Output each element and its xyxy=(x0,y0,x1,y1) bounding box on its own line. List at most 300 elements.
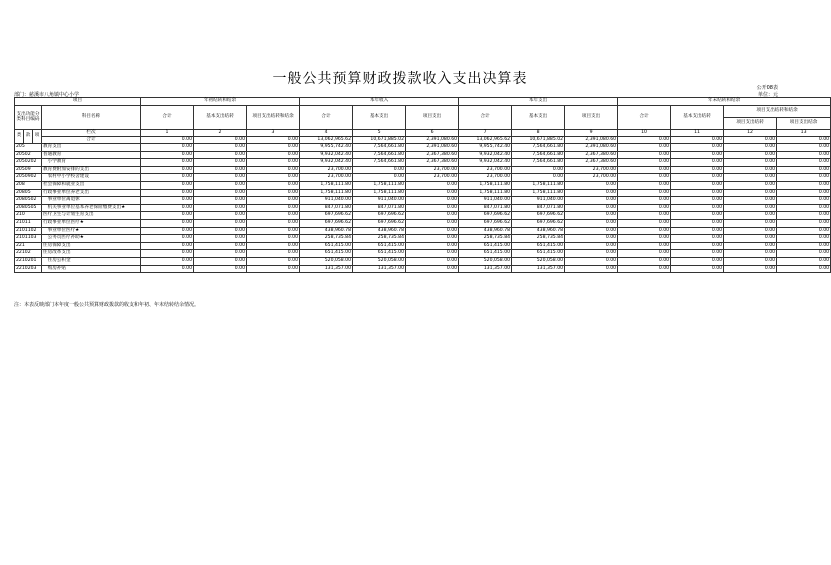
row-subject-name: 住房改革支出 xyxy=(42,250,141,258)
row-subject-name: 教育支出 xyxy=(42,144,141,152)
table-row xyxy=(15,159,831,167)
row-amount: 0.00 xyxy=(247,144,300,152)
row-amount: 438,960.78 xyxy=(300,227,353,235)
row-code: 208 xyxy=(15,181,42,189)
table-row xyxy=(15,181,831,189)
row-amount: 7,564,661.80 xyxy=(512,144,565,152)
row-subject-name: 事业单位离退休 xyxy=(42,197,141,205)
row-amount: 520,058.00 xyxy=(512,257,565,265)
row-amount: 0.00 xyxy=(565,212,618,220)
row-amount: 0.00 xyxy=(406,181,459,189)
row-code: 2050902 xyxy=(15,174,42,182)
row-amount: 0.00 xyxy=(618,257,671,265)
table-row xyxy=(15,242,831,250)
row-amount: 23,700.00 xyxy=(459,166,512,174)
row-amount: 0.00 xyxy=(724,265,777,273)
row-amount: 0.00 xyxy=(724,257,777,265)
row-amount: 0.00 xyxy=(194,166,247,174)
header-expense-total: 合计 xyxy=(459,106,512,130)
row-amount: 9,932,042.40 xyxy=(300,159,353,167)
row-amount: 0.00 xyxy=(353,166,406,174)
row-code: 20509 xyxy=(15,166,42,174)
row-amount: 0.00 xyxy=(565,235,618,243)
row-subject-name: 机关事业单位基本养老保险缴费支出★ xyxy=(42,204,141,212)
row-amount: 651,415.00 xyxy=(353,250,406,258)
total-cell: 0.00 xyxy=(671,137,724,144)
header-subject-name: 科目名称 xyxy=(42,106,141,130)
row-amount: 0.00 xyxy=(406,250,459,258)
row-code: 2210201 xyxy=(15,257,42,265)
col-num: 13 xyxy=(777,130,831,137)
row-amount: 0.00 xyxy=(247,219,300,227)
row-amount: 23,700.00 xyxy=(565,174,618,182)
row-amount: 0.00 xyxy=(194,242,247,250)
row-code: 2101103 xyxy=(15,235,42,243)
form-number: 公开08表 xyxy=(756,85,778,91)
row-amount: 0.00 xyxy=(671,159,724,167)
header-begin-basic: 基本支出结转 xyxy=(194,106,247,130)
row-amount: 697,696.62 xyxy=(512,219,565,227)
row-amount: 0.00 xyxy=(777,250,831,258)
row-amount: 847,071.80 xyxy=(459,204,512,212)
row-amount: 0.00 xyxy=(247,242,300,250)
row-amount: 911,040.00 xyxy=(300,197,353,205)
row-subject-name: 购房补贴 xyxy=(42,265,141,273)
row-amount: 0.00 xyxy=(512,166,565,174)
row-amount: 0.00 xyxy=(671,144,724,152)
total-cell: 0.00 xyxy=(724,137,777,144)
header-expense-project: 项目支出 xyxy=(565,106,618,130)
row-amount: 651,415.00 xyxy=(353,242,406,250)
row-amount: 1,758,111.80 xyxy=(512,189,565,197)
row-amount: 0.00 xyxy=(194,204,247,212)
row-amount: 7,564,661.80 xyxy=(512,159,565,167)
row-amount: 0.00 xyxy=(406,204,459,212)
row-amount: 0.00 xyxy=(141,227,194,235)
row-amount: 0.00 xyxy=(777,227,831,235)
row-amount: 2,367,380.60 xyxy=(406,151,459,159)
total-cell: 13,062,965.62 xyxy=(459,137,512,144)
row-code: 20502 xyxy=(15,151,42,159)
row-amount: 0.00 xyxy=(406,219,459,227)
header-end-project: 项目支出结转和结余 xyxy=(724,106,831,118)
total-cell: 0.00 xyxy=(777,137,831,144)
row-amount: 0.00 xyxy=(671,151,724,159)
row-amount: 0.00 xyxy=(406,235,459,243)
row-amount: 7,564,661.80 xyxy=(512,151,565,159)
col-num: 3 xyxy=(247,130,300,137)
row-amount: 0.00 xyxy=(194,174,247,182)
header-begin-total: 合计 xyxy=(141,106,194,130)
header-income-total: 合计 xyxy=(300,106,353,130)
total-cell: 0.00 xyxy=(247,137,300,144)
row-amount: 0.00 xyxy=(406,212,459,220)
row-amount: 0.00 xyxy=(777,189,831,197)
row-amount: 0.00 xyxy=(777,219,831,227)
row-amount: 0.00 xyxy=(247,212,300,220)
row-amount: 651,415.00 xyxy=(300,250,353,258)
row-amount: 651,415.00 xyxy=(459,242,512,250)
row-amount: 0.00 xyxy=(141,174,194,182)
row-amount: 0.00 xyxy=(777,151,831,159)
table-row xyxy=(15,151,831,159)
row-subject-name: 住房公积金 xyxy=(42,257,141,265)
total-cell: 13,062,965.62 xyxy=(300,137,353,144)
row-amount: 697,696.62 xyxy=(459,219,512,227)
row-amount: 0.00 xyxy=(141,189,194,197)
row-amount: 651,415.00 xyxy=(512,242,565,250)
row-amount: 0.00 xyxy=(618,151,671,159)
row-subject-name: 教育费附加安排的支出 xyxy=(42,166,141,174)
header-col-label: 栏次 xyxy=(42,130,141,137)
total-cell: 2,391,080.60 xyxy=(406,137,459,144)
row-code: 2050202 xyxy=(15,159,42,167)
row-amount: 697,696.62 xyxy=(459,212,512,220)
total-cell: 0.00 xyxy=(194,137,247,144)
table-row xyxy=(15,250,831,258)
row-amount: 0.00 xyxy=(194,227,247,235)
row-amount: 0.00 xyxy=(406,242,459,250)
row-amount: 697,696.62 xyxy=(512,212,565,220)
header-kind: 类 xyxy=(15,130,24,144)
table-row xyxy=(15,189,831,197)
row-amount: 0.00 xyxy=(724,219,777,227)
row-amount: 0.00 xyxy=(671,242,724,250)
row-amount: 0.00 xyxy=(141,197,194,205)
row-amount: 131,357.00 xyxy=(459,265,512,273)
row-amount: 0.00 xyxy=(724,174,777,182)
data-rows xyxy=(15,144,831,273)
table-row xyxy=(15,219,831,227)
header-expense-basic: 基本支出 xyxy=(512,106,565,130)
report-table xyxy=(14,97,831,273)
row-amount: 0.00 xyxy=(141,212,194,220)
table-row xyxy=(15,197,831,205)
row-amount: 697,696.62 xyxy=(353,219,406,227)
row-amount: 0.00 xyxy=(247,166,300,174)
header-section: 款 xyxy=(24,130,33,144)
row-amount: 0.00 xyxy=(141,151,194,159)
row-amount: 847,071.80 xyxy=(353,204,406,212)
row-amount: 520,058.00 xyxy=(459,257,512,265)
row-amount: 23,700.00 xyxy=(459,174,512,182)
row-amount: 258,735.84 xyxy=(353,235,406,243)
header-end-project-surplus: 项目支出结余 xyxy=(777,118,831,130)
row-code: 21011 xyxy=(15,219,42,227)
row-subject-name: 医疗卫生与计划生育支出 xyxy=(42,212,141,220)
total-row-label: 合计 xyxy=(42,137,141,144)
row-amount: 0.00 xyxy=(512,174,565,182)
row-amount: 0.00 xyxy=(777,265,831,273)
row-amount: 0.00 xyxy=(247,250,300,258)
row-amount: 23,700.00 xyxy=(565,166,618,174)
row-amount: 0.00 xyxy=(618,159,671,167)
header-income-project: 项目支出 xyxy=(406,106,459,130)
header-end-project-carry: 项目支出结转 xyxy=(724,118,777,130)
row-amount: 847,071.80 xyxy=(512,204,565,212)
row-amount: 0.00 xyxy=(618,227,671,235)
row-amount: 0.00 xyxy=(724,189,777,197)
row-subject-name: 事业单位医疗★ xyxy=(42,227,141,235)
row-amount: 0.00 xyxy=(618,166,671,174)
row-amount: 911,040.00 xyxy=(459,197,512,205)
row-amount: 0.00 xyxy=(671,235,724,243)
row-amount: 0.00 xyxy=(141,159,194,167)
row-amount: 0.00 xyxy=(724,235,777,243)
row-amount: 258,735.84 xyxy=(300,235,353,243)
row-amount: 0.00 xyxy=(194,159,247,167)
total-cell: 0.00 xyxy=(141,137,194,144)
row-amount: 0.00 xyxy=(565,219,618,227)
row-amount: 0.00 xyxy=(671,227,724,235)
row-amount: 0.00 xyxy=(671,212,724,220)
row-code: 2210203 xyxy=(15,265,42,273)
row-amount: 0.00 xyxy=(777,144,831,152)
row-subject-name: 普通教育 xyxy=(42,151,141,159)
row-amount: 0.00 xyxy=(247,151,300,159)
row-amount: 0.00 xyxy=(406,197,459,205)
row-amount: 0.00 xyxy=(671,197,724,205)
row-amount: 0.00 xyxy=(194,151,247,159)
row-amount: 0.00 xyxy=(618,174,671,182)
row-amount: 0.00 xyxy=(671,166,724,174)
row-amount: 438,960.78 xyxy=(512,227,565,235)
row-amount: 0.00 xyxy=(777,174,831,182)
row-amount: 697,696.62 xyxy=(300,219,353,227)
row-amount: 0.00 xyxy=(777,235,831,243)
table-row xyxy=(15,257,831,265)
col-num: 9 xyxy=(565,130,618,137)
table-row xyxy=(15,174,831,182)
row-code: 205 xyxy=(15,144,42,152)
row-amount: 0.00 xyxy=(406,257,459,265)
row-amount: 0.00 xyxy=(247,265,300,273)
row-subject-name: 社会保障和就业支出 xyxy=(42,181,141,189)
row-amount: 651,415.00 xyxy=(459,250,512,258)
row-amount: 0.00 xyxy=(141,181,194,189)
row-subject-name: 行政事业单位养老支出 xyxy=(42,189,141,197)
row-code: 2080505 xyxy=(15,204,42,212)
row-amount: 697,696.62 xyxy=(300,212,353,220)
row-amount: 0.00 xyxy=(777,197,831,205)
row-amount: 0.00 xyxy=(406,227,459,235)
header-income-basic: 基本支出 xyxy=(353,106,406,130)
row-amount: 0.00 xyxy=(194,144,247,152)
row-amount: 0.00 xyxy=(141,235,194,243)
row-amount: 2,391,080.60 xyxy=(406,144,459,152)
row-amount: 9,932,042.40 xyxy=(300,151,353,159)
row-amount: 0.00 xyxy=(724,227,777,235)
row-amount: 0.00 xyxy=(565,189,618,197)
row-amount: 0.00 xyxy=(194,212,247,220)
row-amount: 0.00 xyxy=(777,242,831,250)
row-amount: 0.00 xyxy=(724,250,777,258)
row-amount: 1,758,111.80 xyxy=(353,189,406,197)
row-amount: 0.00 xyxy=(618,144,671,152)
table-row xyxy=(15,212,831,220)
row-amount: 2,367,380.60 xyxy=(406,159,459,167)
row-amount: 0.00 xyxy=(618,197,671,205)
header-begin-balance: 年初结转和结余 xyxy=(141,98,300,106)
row-amount: 520,058.00 xyxy=(353,257,406,265)
row-amount: 847,071.80 xyxy=(300,204,353,212)
row-amount: 1,758,111.80 xyxy=(353,181,406,189)
row-amount: 438,960.78 xyxy=(459,227,512,235)
table-row xyxy=(15,166,831,174)
row-amount: 1,758,111.80 xyxy=(512,181,565,189)
row-amount: 0.00 xyxy=(141,144,194,152)
row-amount: 0.00 xyxy=(565,197,618,205)
row-amount: 0.00 xyxy=(671,174,724,182)
row-amount: 0.00 xyxy=(194,219,247,227)
total-cell: 10,671,885.02 xyxy=(512,137,565,144)
table-row xyxy=(15,144,831,152)
col-num: 10 xyxy=(618,130,671,137)
row-amount: 1,758,111.80 xyxy=(300,189,353,197)
row-amount: 131,357.00 xyxy=(353,265,406,273)
row-amount: 9,932,042.40 xyxy=(459,159,512,167)
row-amount: 0.00 xyxy=(724,181,777,189)
row-amount: 0.00 xyxy=(247,204,300,212)
row-amount: 0.00 xyxy=(141,265,194,273)
row-amount: 438,960.78 xyxy=(353,227,406,235)
col-num: 6 xyxy=(406,130,459,137)
header-end-basic: 基本支出结转 xyxy=(671,106,724,130)
row-amount: 0.00 xyxy=(618,189,671,197)
row-amount: 0.00 xyxy=(565,257,618,265)
footnote: 注：本表反映部门本年度一般公共预算财政拨款的收支和年初、年末结转结余情况。 xyxy=(14,302,200,308)
col-num: 12 xyxy=(724,130,777,137)
row-subject-name: 公务员医疗补助★ xyxy=(42,235,141,243)
row-amount: 0.00 xyxy=(724,242,777,250)
header-project: 项目 xyxy=(15,98,141,106)
row-amount: 697,696.62 xyxy=(353,212,406,220)
row-amount: 0.00 xyxy=(618,250,671,258)
row-amount: 0.00 xyxy=(565,204,618,212)
row-amount: 0.00 xyxy=(777,159,831,167)
row-amount: 0.00 xyxy=(353,174,406,182)
row-amount: 0.00 xyxy=(247,235,300,243)
total-cell: 2,391,080.60 xyxy=(565,137,618,144)
row-amount: 7,564,661.80 xyxy=(353,144,406,152)
header-begin-project: 项目支出结转和结余 xyxy=(247,106,300,130)
header-expense: 本年支出 xyxy=(459,98,618,106)
row-amount: 0.00 xyxy=(406,189,459,197)
row-amount: 0.00 xyxy=(565,227,618,235)
row-amount: 0.00 xyxy=(247,227,300,235)
report-title: 一般公共预算财政拨款收入支出决算表 xyxy=(272,71,528,87)
row-amount: 23,700.00 xyxy=(406,166,459,174)
row-amount: 23,700.00 xyxy=(300,174,353,182)
col-num: 8 xyxy=(512,130,565,137)
row-amount: 0.00 xyxy=(194,197,247,205)
row-amount: 0.00 xyxy=(671,181,724,189)
table-row xyxy=(15,265,831,273)
row-amount: 0.00 xyxy=(247,189,300,197)
header-income: 本年收入 xyxy=(300,98,459,106)
row-amount: 0.00 xyxy=(565,242,618,250)
row-amount: 1,758,111.80 xyxy=(300,181,353,189)
row-amount: 0.00 xyxy=(777,204,831,212)
row-amount: 0.00 xyxy=(565,250,618,258)
row-amount: 0.00 xyxy=(724,204,777,212)
row-amount: 9,955,742.40 xyxy=(459,144,512,152)
row-subject-name: 小学教育 xyxy=(42,159,141,167)
row-amount: 0.00 xyxy=(194,265,247,273)
row-code: 20805 xyxy=(15,189,42,197)
row-amount: 0.00 xyxy=(724,151,777,159)
header-end-total: 合计 xyxy=(618,106,671,130)
row-amount: 520,058.00 xyxy=(300,257,353,265)
row-amount: 0.00 xyxy=(247,197,300,205)
row-amount: 0.00 xyxy=(565,265,618,273)
row-amount: 1,758,111.80 xyxy=(459,189,512,197)
row-amount: 0.00 xyxy=(194,250,247,258)
row-amount: 0.00 xyxy=(194,235,247,243)
row-amount: 131,357.00 xyxy=(300,265,353,273)
row-amount: 0.00 xyxy=(141,250,194,258)
row-amount: 0.00 xyxy=(724,166,777,174)
row-amount: 0.00 xyxy=(247,174,300,182)
row-amount: 0.00 xyxy=(247,181,300,189)
row-amount: 0.00 xyxy=(777,181,831,189)
row-amount: 0.00 xyxy=(141,242,194,250)
row-amount: 2,367,380.60 xyxy=(565,159,618,167)
row-amount: 0.00 xyxy=(141,219,194,227)
row-subject-name: 住房保障支出 xyxy=(42,242,141,250)
row-amount: 0.00 xyxy=(565,181,618,189)
row-amount: 0.00 xyxy=(724,159,777,167)
row-amount: 258,735.84 xyxy=(459,235,512,243)
header-func-code: 支出功能分类科目编码 xyxy=(15,106,42,130)
total-cell: 0.00 xyxy=(618,137,671,144)
header-end-balance: 年末结转和结余 xyxy=(618,98,831,106)
header-item: 项 xyxy=(33,130,42,144)
row-amount: 0.00 xyxy=(777,257,831,265)
table-row xyxy=(15,235,831,243)
row-amount: 23,700.00 xyxy=(406,174,459,182)
row-amount: 0.00 xyxy=(194,257,247,265)
row-amount: 0.00 xyxy=(618,181,671,189)
row-amount: 7,564,661.80 xyxy=(353,151,406,159)
row-amount: 0.00 xyxy=(777,166,831,174)
row-amount: 0.00 xyxy=(671,250,724,258)
col-num: 11 xyxy=(671,130,724,137)
row-amount: 2,391,080.60 xyxy=(565,144,618,152)
row-amount: 0.00 xyxy=(724,144,777,152)
row-code: 2101102 xyxy=(15,227,42,235)
row-code: 221 xyxy=(15,242,42,250)
row-amount: 0.00 xyxy=(671,265,724,273)
table-row xyxy=(15,204,831,212)
row-amount: 9,955,742.40 xyxy=(300,144,353,152)
row-amount: 258,735.84 xyxy=(512,235,565,243)
col-num: 7 xyxy=(459,130,512,137)
row-amount: 0.00 xyxy=(194,189,247,197)
total-cell: 10,671,885.02 xyxy=(353,137,406,144)
row-subject-name: 行政事业单位医疗★ xyxy=(42,219,141,227)
row-amount: 911,040.00 xyxy=(512,197,565,205)
col-num: 4 xyxy=(300,130,353,137)
row-code: 22102 xyxy=(15,250,42,258)
row-code: 210 xyxy=(15,212,42,220)
row-amount: 2,367,380.60 xyxy=(565,151,618,159)
col-num: 1 xyxy=(141,130,194,137)
row-amount: 651,415.00 xyxy=(300,242,353,250)
row-amount: 911,040.00 xyxy=(353,197,406,205)
row-amount: 0.00 xyxy=(406,265,459,273)
unit-label: 单位：元 xyxy=(757,92,778,98)
